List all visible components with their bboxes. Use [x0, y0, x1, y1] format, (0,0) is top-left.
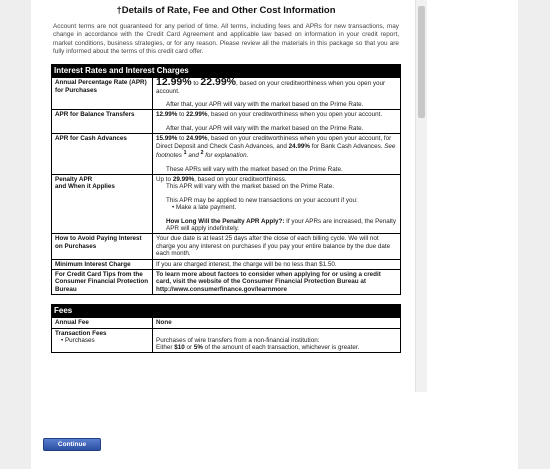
- purchase-apr-value: 12.99% to 22.99%, based on your creditworthiness when you open your account. After that, your APR will vary with the market based on the Prime Rate.: [153, 78, 401, 110]
- balance-apr-label: APR for Balance Transfers: [52, 110, 153, 134]
- document-scrollbar[interactable]: [415, 0, 427, 392]
- table-row: [52, 78, 401, 110]
- table-row: [52, 134, 401, 175]
- disclosure-document: [51, 0, 401, 392]
- purchase-apr-label: Annual Percentage Rate (APR) for Purchases: [52, 78, 153, 110]
- table-row: [52, 259, 401, 269]
- penalty-apr-label: Penalty APR and When it Applies: [52, 174, 153, 233]
- fees-section-header: Fees: [51, 304, 401, 317]
- document-title: †Details of Rate, Fee and Other Cost Information: [116, 5, 336, 16]
- intro-paragraph: Account terms are not guaranteed for any period of time. All terms, including fees and APRs for new transactions, may change in accordance with the Credit Card Agreement and applicable law based on information in your credit report, market conditions, business strategies, or for any reason. Please review all the materials in this package so that you are fully informed about the terms of this credit card offer.: [53, 23, 399, 55]
- cfpb-tips-value: To learn more about factors to consider when applying for or using a credit card, visit the website of the Consumer Financial Protection Bureau at http://www.consumerfinance.gov/learnmore: [153, 270, 401, 295]
- cash-apr-value: 15.99% to 24.99%, based on your creditworthiness when you open your account, for Direct Deposit and Check Cash Advances, and 24.99% for Bank Cash Advances. See footnotes $^1$ and $^2$ for explanation. These APRs will vary with the market based on the Prime Rate.: [153, 134, 401, 175]
- min-interest-label: Minimum Interest Charge: [52, 259, 153, 269]
- table-row: [52, 328, 401, 353]
- annual-fee-value: None: [153, 318, 401, 328]
- table-row: [52, 318, 401, 328]
- table-row: [52, 270, 401, 295]
- page-panel: [31, 0, 518, 469]
- transaction-fees-label: Transaction Fees • Purchases: [52, 328, 153, 353]
- continue-button[interactable]: Continue: [43, 438, 101, 451]
- penalty-apr-value: Up to 29.99%, based on your creditworthiness. This APR will vary with the market based on the Prime Rate. This APR may be applied to new transactions on your account if you: • Make a late payment. How Long Will the Penalty APR Apply?: If your APRs are increased, the Penalty APR will apply indefinitely.: [153, 174, 401, 233]
- interest-table: [51, 77, 401, 295]
- cfpb-tips-label: For Credit Card Tips from the Consumer Financial Protection Bureau: [52, 270, 153, 295]
- interest-section-header: Interest Rates and Interest Charges: [51, 64, 401, 77]
- balance-apr-value: 12.99% to 22.99%, based on your creditworthiness when you open your account. After that, your APR will vary with the market based on the Prime Rate.: [153, 110, 401, 134]
- annual-fee-label: Annual Fee: [52, 318, 153, 328]
- avoid-interest-label: How to Avoid Paying Interest on Purchases: [52, 234, 153, 259]
- table-row: [52, 110, 401, 134]
- transaction-fees-value: Purchases of wire transfers from a non-financial institution: Either $10 or 5% of the amount of each transaction, whichever is greater.: [153, 328, 401, 353]
- fees-table: [51, 317, 401, 353]
- scrollbar-thumb[interactable]: [418, 6, 425, 118]
- fees-section: [51, 304, 401, 353]
- avoid-interest-value: Your due date is at least 25 days after the close of each billing cycle. We will not charge you any interest on purchases if you pay your entire balance by the due date each month.: [153, 234, 401, 259]
- min-interest-value: If you are charged interest, the charge will be no less than $1.50.: [153, 259, 401, 269]
- cash-apr-label: APR for Cash Advances: [52, 134, 153, 175]
- table-row: [52, 234, 401, 259]
- table-row: [52, 174, 401, 233]
